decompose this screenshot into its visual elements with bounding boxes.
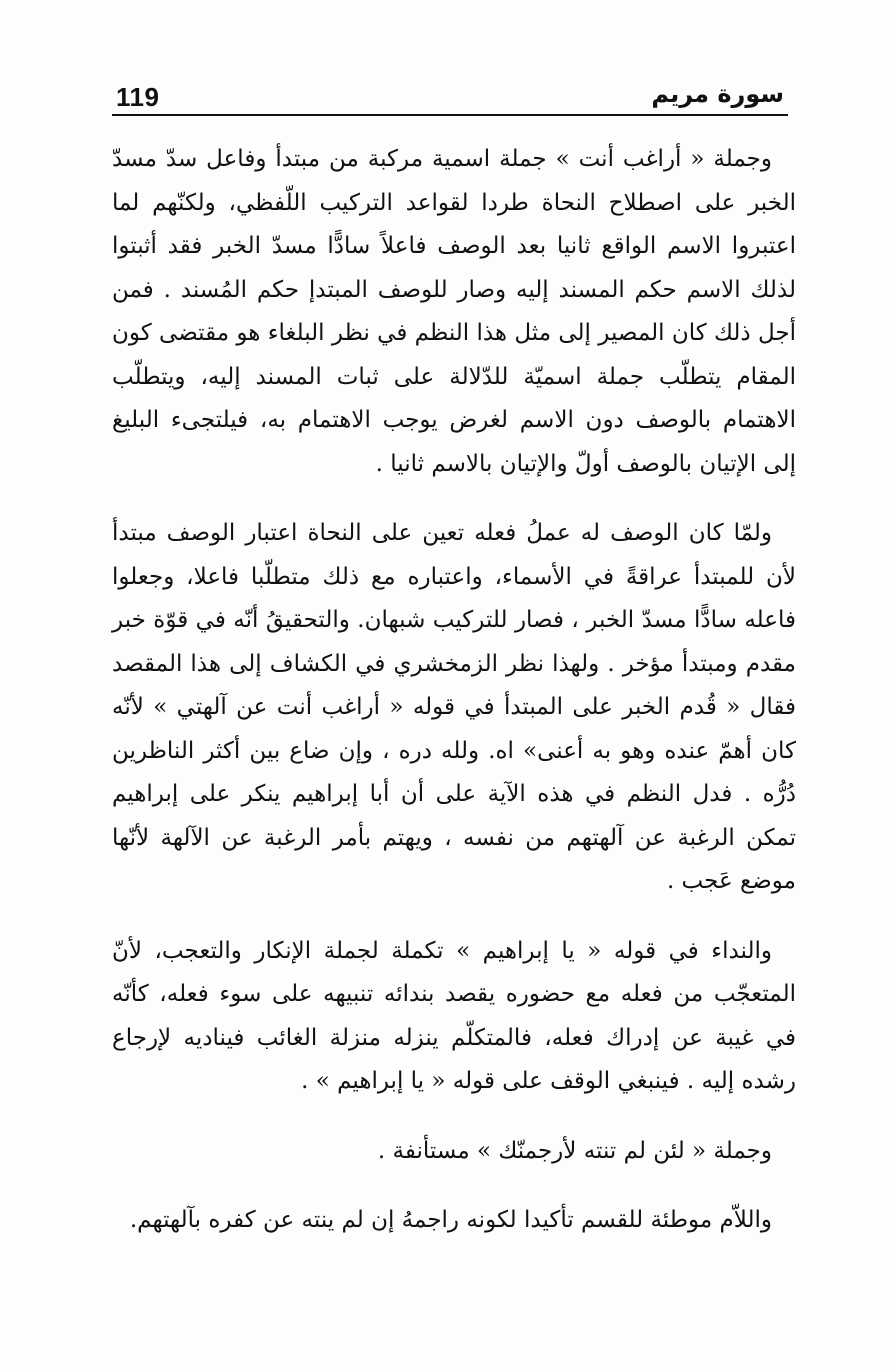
page-number: 119: [116, 82, 160, 112]
paragraph-4: وجملة « لئن لم تنته لأرجمنّك » مستأنفة .: [377, 1137, 772, 1164]
paragraph-2: ولمّا كان الوصف له عملُ فعله تعين على النحاة اعتبار الوصف مبتدأ لأن للمبتدأ عراقةً في الأسماء، واعتباره مع ذلك متطلّبا فاعلا، وجعلوا فاعله سادًّا مسدّ الخبر ، فصار للتركيب شبهان. والتحقيقُ أنّه في قوّة خبر مقدم ومبتدأ مؤخر . ولهذا نظر الزمخشري في الكشاف إلى هذا المقصد فقال « قُدم الخبر على المبتدأ في قوله « أراغب أنت عن آلهتي » لأنّه كان أهمّ عنده وهو به أعنى» اه. ولله دره ، وإن ضاع بين أكثر الناظرين دُرُّه . فدل النظم في هذه الآية على أن أبا إبراهيم ينكر على إبراهيم تمكن الرغبة عن آلهتهم من نفسه ، ويهتم بأمر الرغبة عن الآلهة لأنّها موضع عَجب .: [112, 520, 796, 894]
page-header: [112, 78, 788, 114]
page-body: [112, 138, 796, 1269]
paragraph-3: والنداء في قوله « يا إبراهيم » تكملة لجملة الإنكار والتعجب، لأنّ المتعجّب من فعله مع حضوره يقصد بندائه تنبيهه على سوء فعله، كأنّه في غيبة عن إدراك فعله، فالمتكلّم ينزله منزلة الغائب فيناديه لإرجاع رشده إليه . فينبغي الوقف على قوله « يا إبراهيم » .: [112, 937, 796, 1094]
header-divider: [112, 114, 788, 116]
paragraph-1: وجملة « أراغب أنت » جملة اسمية مركبة من مبتدأ وفاعل سدّ مسدّ الخبر على اصطلاح النحاة طردا لقواعد التركيب اللّفظي، ولكنّهم لما اعتبروا الاسم الواقع ثانيا بعد الوصف فاعلاً سادًّا مسدّ الخبر فقد أثبتوا لذلك الاسم حكم المسند إليه وصار للوصف المبتدإ حكم المُسند . فمن أجل ذلك كان المصير إلى مثل هذا النظم في نظر البلغاء هو مقتضى كون المقام يتطلّب جملة اسميّة للدّلالة على ثبات المسند إليه، ويتطلّب الاهتمام بالوصف دون الاسم لغرض يوجب الاهتمام به، فيلتجىء البليغ إلى الإتيان بالوصف أولّ والإتيان بالاسم ثانيا .: [112, 146, 796, 477]
running-title: سورة مريم: [651, 80, 784, 108]
paragraph-5: واللاّم موطئة للقسم تأكيدا لكونه راجمهُ إن لم ينته عن كفره بآلهتهم.: [129, 1207, 772, 1233]
